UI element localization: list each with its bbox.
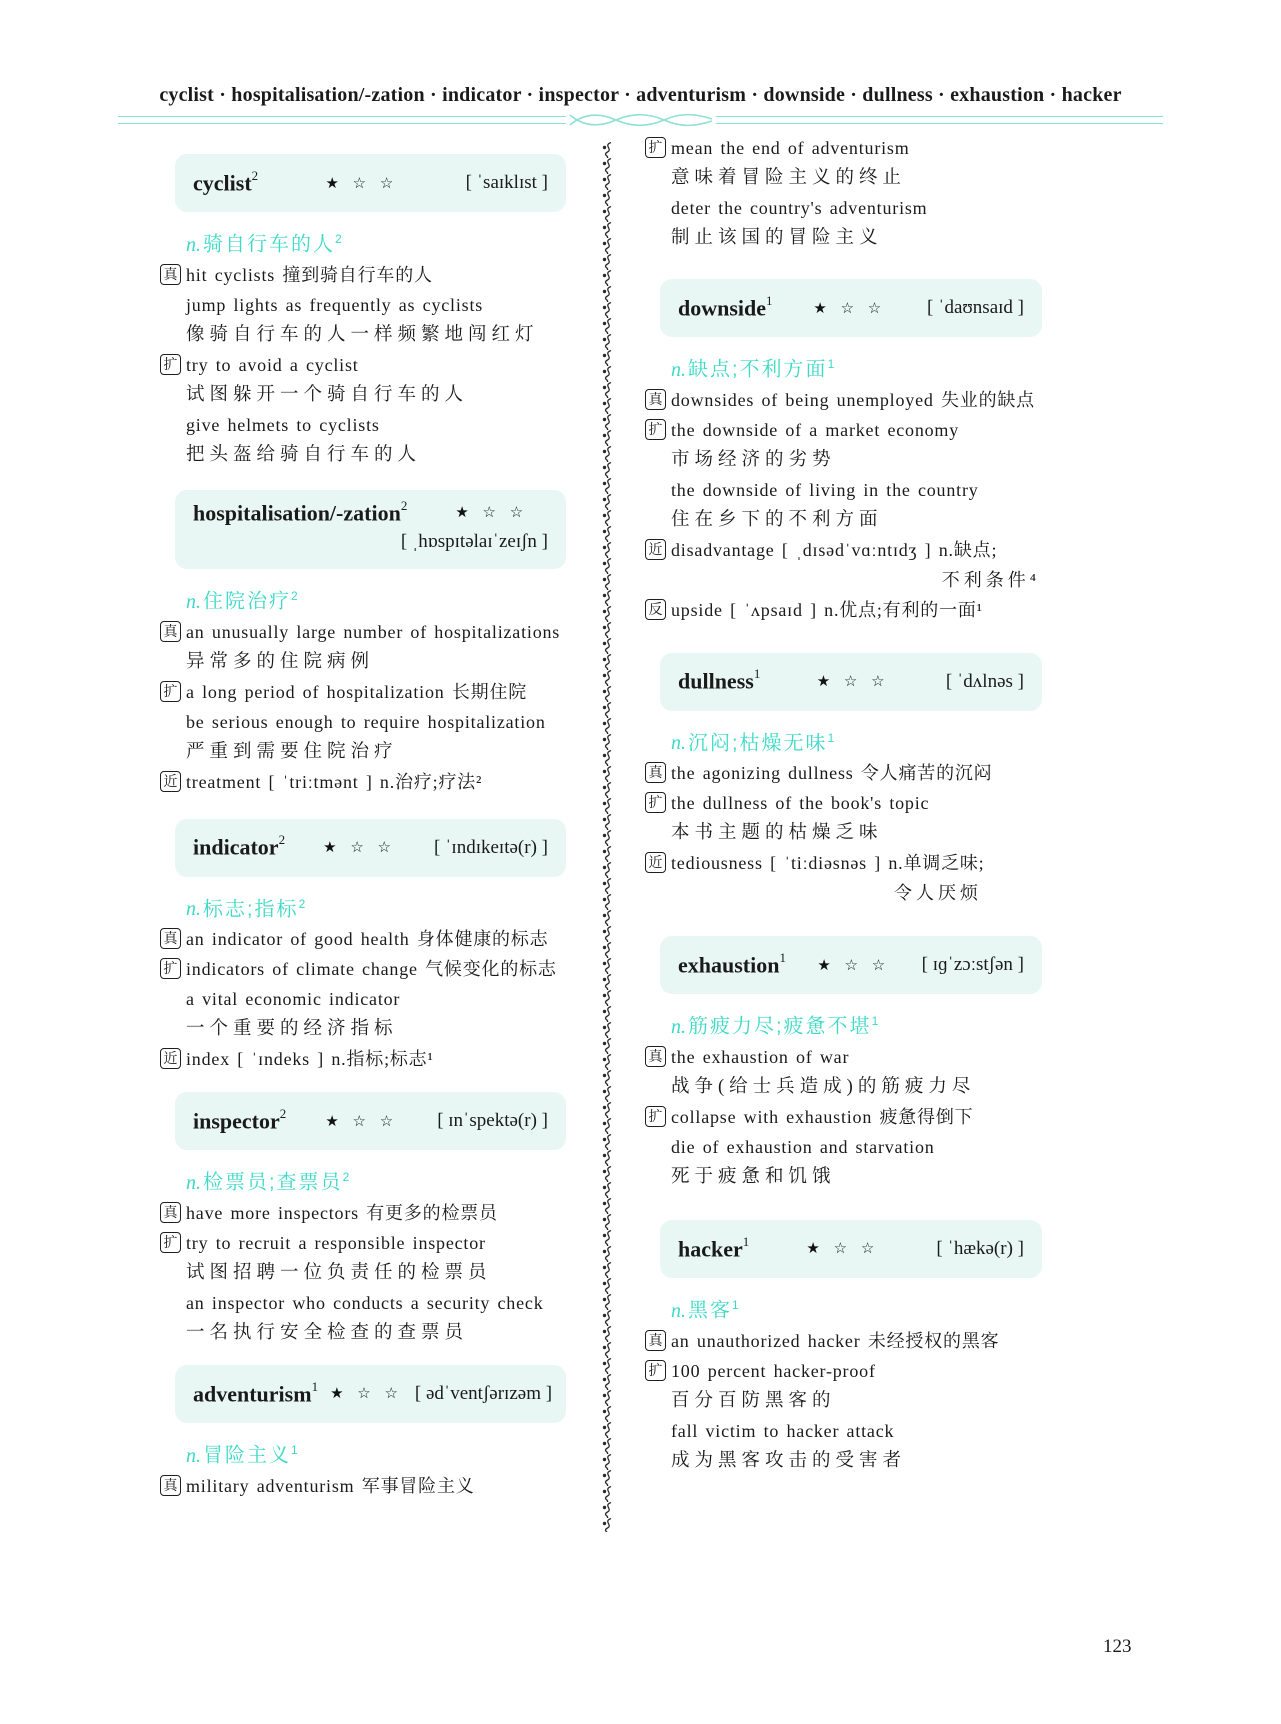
pos-label: n.	[671, 358, 686, 381]
divider-line-left	[118, 116, 566, 124]
def-text: 冒险主义	[203, 1444, 291, 1467]
headword-box-dullness	[660, 653, 1042, 711]
tag-expand-icon: 扩	[645, 792, 666, 813]
example-text: be serious enough to require hospitalization	[186, 711, 546, 732]
def-superscript: 2	[335, 232, 342, 246]
example-text: 一个重要的经济指标	[186, 1019, 398, 1040]
def-text: 检票员;查票员	[203, 1171, 343, 1194]
example-text: jump lights as frequently as cyclists	[186, 294, 484, 315]
left-column	[160, 148, 566, 1501]
headword: indicator$^2$	[193, 832, 286, 860]
example-text: 百分百防黑客的	[671, 1390, 836, 1411]
example-line	[160, 617, 566, 647]
example-text: 本书主题的枯燥乏味	[671, 823, 883, 844]
def-text: 住院治疗	[203, 590, 291, 613]
definition	[645, 349, 1042, 385]
example-text: 战争(给士兵造成)的筋疲力尽	[671, 1076, 976, 1097]
def-text: 标志;指标	[203, 898, 299, 921]
synonym-text: index [ ˈɪndeks ] n.指标;标志¹	[186, 1049, 434, 1070]
example-line	[160, 677, 566, 707]
example-text: have more inspectors 有更多的检票员	[186, 1202, 498, 1223]
example-line	[645, 223, 1042, 253]
example-line	[160, 260, 566, 290]
example-line	[160, 320, 566, 350]
headword-box-inspector	[175, 1092, 566, 1150]
headword: downside$^1$	[678, 292, 773, 321]
tag-synonym-icon: 近	[160, 771, 181, 792]
example-text: 死于疲惫和饥饿	[671, 1166, 836, 1187]
example-text: try to avoid a cyclist	[186, 354, 359, 375]
example-text: the exhaustion of war	[671, 1046, 850, 1067]
example-text: 把头盔给骑自行车的人	[186, 444, 422, 465]
tag-expand-icon: 扩	[160, 681, 181, 702]
example-text: 一名执行安全检查的查票员	[186, 1322, 469, 1343]
header-divider	[118, 110, 1163, 130]
definition	[160, 581, 566, 617]
headword-box-indicator	[175, 819, 566, 877]
example-text: mean the end of adventurism	[671, 138, 910, 158]
headword-box-downside	[660, 279, 1042, 337]
headword-box-adventurism	[175, 1365, 566, 1423]
example-line	[645, 818, 1042, 848]
example-line	[645, 1416, 1042, 1446]
synonym-text: treatment [ ˈtriːtmənt ] n.治疗;疗法²	[186, 771, 483, 792]
definition	[160, 1435, 566, 1471]
tag-real-icon: 真	[160, 1475, 181, 1496]
example-line	[160, 1198, 566, 1228]
example-line	[160, 984, 566, 1014]
tag-real-icon: 真	[645, 1046, 666, 1067]
example-line	[645, 133, 1042, 163]
example-text: collapse with exhaustion 疲惫得倒下	[671, 1106, 974, 1127]
example-line	[645, 1386, 1042, 1416]
example-text: indicators of climate change 气候变化的标志	[186, 959, 557, 980]
definition	[160, 1162, 566, 1198]
example-text: try to recruit a responsible inspector	[186, 1232, 486, 1253]
tag-real-icon: 真	[160, 264, 181, 285]
antonym-text: upside [ ˈʌpsaɪd ] n.优点;有利的一面¹	[671, 599, 983, 620]
example-text: a vital economic indicator	[186, 989, 401, 1010]
headword: inspector$^2$	[193, 1106, 287, 1134]
tag-expand-icon: 扩	[645, 137, 666, 158]
example-text: an indicator of good health 身体健康的标志	[186, 929, 549, 950]
example-text: 意味着冒险主义的终止	[671, 168, 907, 188]
definition	[645, 723, 1042, 759]
synonym-line	[645, 565, 1042, 595]
example-line	[160, 737, 566, 767]
tag-real-icon: 真	[160, 1202, 181, 1223]
tag-antonym-icon: 反	[645, 599, 666, 620]
pos-label: n.	[671, 1015, 686, 1038]
example-line	[160, 1288, 566, 1318]
star-rating: ★ ☆ ☆	[455, 505, 529, 522]
synonym-line	[645, 878, 1042, 908]
def-text: 沉闷;枯燥无味	[688, 732, 828, 755]
example-text: an unauthorized hacker 未经授权的黑客	[671, 1330, 1000, 1351]
star-rating: ★ ☆ ☆	[325, 1113, 399, 1130]
tag-real-icon: 真	[645, 1330, 666, 1351]
star-rating: ★ ☆ ☆	[813, 300, 887, 317]
headword: exhaustion$^1$	[678, 950, 786, 978]
example-line	[160, 350, 566, 380]
example-line	[645, 163, 1042, 193]
headword-box-hospitalisation	[175, 490, 566, 569]
definition	[160, 889, 566, 925]
example-text: 成为黑客攻击的受害者	[671, 1450, 907, 1471]
pronunciation: [ ɪnˈspektə(r) ]	[437, 1110, 548, 1132]
def-superscript: 1	[871, 1014, 879, 1029]
tag-expand-icon: 扩	[645, 419, 666, 440]
def-text: 骑自行车的人	[203, 233, 335, 256]
headword: adventurism$^1$	[193, 1378, 319, 1407]
pos-label: n.	[671, 732, 686, 755]
headword: hospitalisation/-zation$^2$	[193, 497, 408, 525]
star-rating: ★ ☆ ☆	[806, 1241, 880, 1258]
star-rating: ★ ☆ ☆	[817, 957, 891, 974]
example-line	[160, 410, 566, 440]
tag-expand-icon: 扩	[645, 1360, 666, 1381]
example-line	[160, 1228, 566, 1258]
synonym-line	[645, 535, 1042, 565]
headword: cyclist$^2$	[193, 167, 259, 196]
headword-box-exhaustion	[660, 936, 1042, 994]
example-text: 严重到需要住院治疗	[186, 741, 398, 762]
pos-label: n.	[671, 1299, 686, 1322]
example-text: the downside of living in the country	[671, 479, 979, 500]
example-text: an inspector who conducts a security check	[186, 1292, 544, 1313]
example-text: the dullness of the book's topic	[671, 793, 930, 814]
tag-synonym-icon: 近	[645, 539, 666, 560]
running-head: cyclist · hospitalisation/-zation · indicator · inspector · adventurism · downside · dullness · exhaustion · hacker	[159, 84, 1122, 106]
tag-real-icon: 真	[645, 762, 666, 783]
example-line	[645, 193, 1042, 223]
example-text: 100 percent hacker-proof	[671, 1360, 876, 1381]
example-line	[645, 758, 1042, 788]
synonym-line	[645, 848, 1042, 878]
example-line	[645, 1132, 1042, 1162]
example-line	[645, 445, 1042, 475]
example-text: 市场经济的劣势	[671, 449, 836, 470]
example-text: the agonizing dullness 令人痛苦的沉闷	[671, 763, 993, 784]
example-line	[645, 1102, 1042, 1132]
example-line	[160, 924, 566, 954]
example-line	[645, 1326, 1042, 1356]
definition	[160, 224, 566, 260]
def-text: 筋疲力尽;疲惫不堪	[688, 1015, 872, 1038]
example-line	[160, 380, 566, 410]
example-text: give helmets to cyclists	[186, 414, 380, 435]
pronunciation: [ ˌhɒspɪtəlaɪˈzeɪʃn ]	[400, 530, 548, 552]
def-superscript: 1	[732, 1297, 739, 1312]
star-rating: ★ ☆ ☆	[325, 175, 399, 192]
tag-synonym-icon: 近	[645, 852, 666, 873]
example-text: die of exhaustion and starvation	[671, 1136, 935, 1157]
example-text: the downside of a market economy	[671, 419, 960, 440]
example-text: a long period of hospitalization 长期住院	[186, 681, 528, 702]
example-text: hit cyclists 撞到骑自行车的人	[186, 264, 433, 285]
synonym-line	[160, 1044, 566, 1074]
pronunciation: [ ədˈventʃərɪzəm ]	[414, 1382, 553, 1404]
star-rating: ★ ☆ ☆	[330, 1386, 403, 1403]
definition	[645, 1290, 1042, 1326]
def-superscript: 2	[342, 1170, 350, 1185]
tag-expand-icon: 扩	[160, 1232, 181, 1253]
pronunciation: [ ˈdaʊnsaɪd ]	[927, 297, 1024, 318]
example-text: 像骑自行车的人一样频繁地闯红灯	[186, 324, 539, 345]
example-text: 住在乡下的不利方面	[671, 509, 883, 530]
right-column	[645, 133, 1042, 1476]
headword: hacker$^1$	[678, 1233, 750, 1262]
example-text: an unusually large number of hospitalizations	[186, 621, 561, 642]
pronunciation: [ ˈdʌlnəs ]	[945, 670, 1024, 692]
def-text: 黑客	[688, 1299, 732, 1322]
tag-real-icon: 真	[160, 621, 181, 642]
pos-label: n.	[186, 1171, 201, 1194]
star-rating: ★ ☆ ☆	[816, 674, 890, 691]
definition	[645, 1006, 1042, 1042]
def-superscript: 1	[291, 1442, 298, 1457]
example-line	[160, 1014, 566, 1044]
example-line	[160, 1318, 566, 1348]
headword-box-cyclist	[175, 154, 566, 212]
pos-label: n.	[186, 1444, 201, 1467]
column-divider-ornament-icon	[599, 142, 617, 1537]
headword-box-hacker	[660, 1220, 1042, 1278]
example-text: fall victim to hacker attack	[671, 1420, 895, 1441]
example-line	[645, 1072, 1042, 1102]
example-line	[160, 290, 566, 320]
example-text: 制止该国的冒险主义	[671, 228, 883, 248]
example-line	[160, 707, 566, 737]
example-line	[160, 954, 566, 984]
synonym-line	[160, 767, 566, 797]
example-line	[645, 1162, 1042, 1192]
example-text: 试图招聘一位负责任的检票员	[186, 1262, 492, 1283]
antonym-line	[645, 595, 1042, 625]
example-line	[160, 1471, 566, 1501]
example-text: 异常多的住院病例	[186, 651, 375, 672]
page-number: 123	[1103, 1636, 1132, 1657]
def-superscript: 2	[298, 896, 306, 911]
example-line	[645, 1042, 1042, 1072]
def-superscript: 1	[827, 357, 835, 371]
pronunciation: [ ɪɡˈzɔːstʃən ]	[921, 954, 1024, 976]
divider-wave-icon	[566, 110, 716, 130]
star-rating: ★ ☆ ☆	[323, 840, 396, 857]
example-line	[160, 647, 566, 677]
def-text: 缺点;不利方面	[688, 358, 828, 381]
headword: dullness$^1$	[678, 666, 761, 694]
tag-real-icon: 真	[160, 928, 181, 949]
tag-expand-icon: 扩	[645, 1106, 666, 1127]
example-text: 试图躲开一个骑自行车的人	[186, 384, 469, 405]
example-line	[645, 385, 1042, 415]
example-line	[645, 415, 1042, 445]
pronunciation: [ ˈhækə(r) ]	[936, 1237, 1024, 1259]
tag-synonym-icon: 近	[160, 1048, 181, 1069]
def-superscript: 1	[827, 730, 835, 745]
pos-label: n.	[186, 898, 201, 921]
divider-line-right	[716, 116, 1164, 124]
example-text: military adventurism 军事冒险主义	[186, 1475, 475, 1496]
pronunciation: [ ˈɪndɪkeɪtə(r) ]	[434, 836, 548, 858]
example-line	[645, 1356, 1042, 1386]
pos-label: n.	[186, 590, 201, 613]
tag-real-icon: 真	[645, 389, 666, 410]
tag-expand-icon: 扩	[160, 354, 181, 375]
example-line	[645, 475, 1042, 505]
example-line	[645, 1446, 1042, 1476]
example-line	[160, 440, 566, 470]
synonym-text: disadvantage [ ˌdɪsədˈvɑːntɪdʒ ] n.缺点;	[671, 539, 998, 560]
example-line	[645, 505, 1042, 535]
example-line	[160, 1258, 566, 1288]
synonym-text: tediousness [ ˈtiːdiəsnəs ] n.单调乏味;	[671, 853, 985, 874]
synonym-text: 令人厌烦	[894, 883, 982, 904]
example-line	[645, 788, 1042, 818]
synonym-text: 不利条件⁴	[941, 569, 1040, 590]
example-text: deter the country's adventurism	[671, 198, 928, 218]
pronunciation: [ ˈsaɪklɪst ]	[465, 172, 548, 193]
def-superscript: 2	[291, 588, 298, 603]
example-text: downsides of being unemployed 失业的缺点	[671, 389, 1035, 410]
tag-expand-icon: 扩	[160, 958, 181, 979]
pos-label: n.	[186, 233, 201, 256]
